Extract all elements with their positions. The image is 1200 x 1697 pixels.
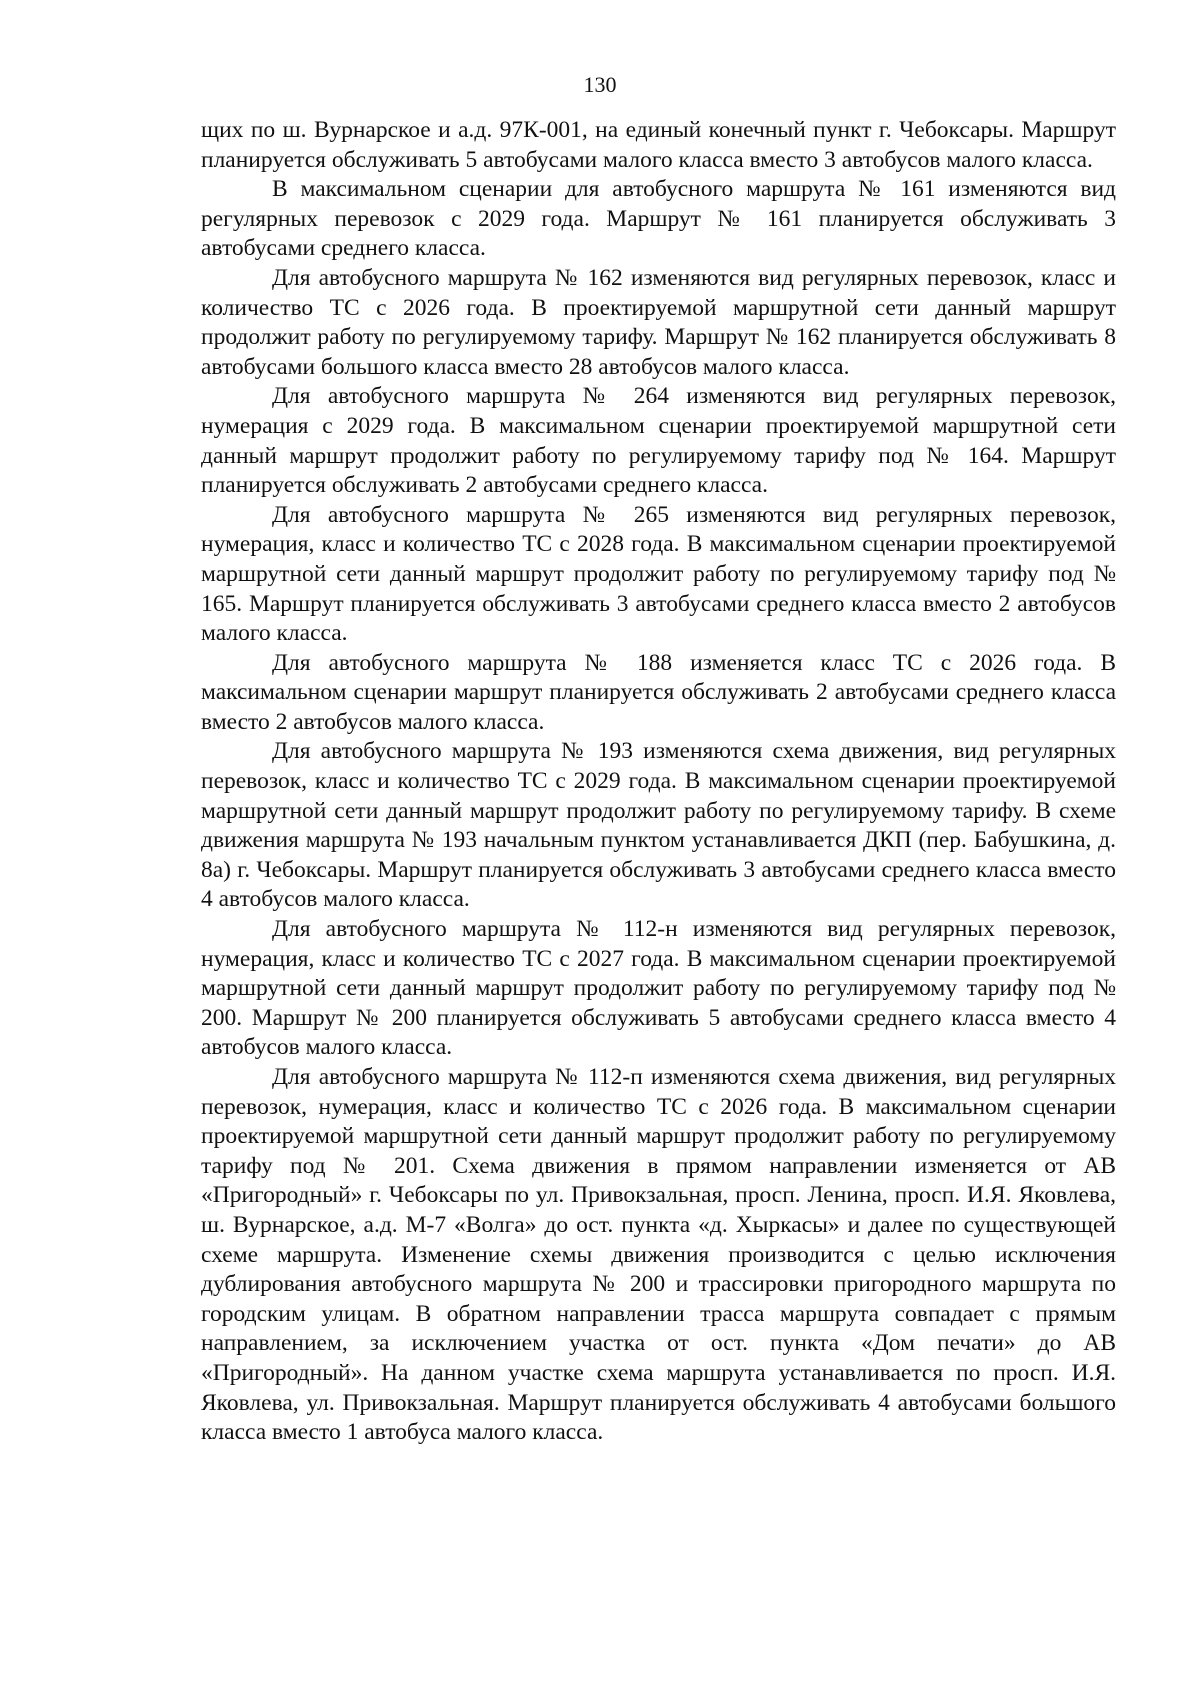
paragraph-6: Для автобусного маршрута № 188 изменяется класс ТС с 2026 года. В максимальном сценарии маршрут планируется обслуживать 2 автобусами среднего класса вместо 2 автобусов малого класса. — [201, 649, 1116, 735]
page-number: 130 — [583, 72, 617, 97]
paragraph-4: Для автобусного маршрута № 264 изменяются вид регулярных перевозок, нумерация с 2029 года. В максимальном сценарии проектируемой маршрутной сети данный маршрут продолжит работу по регулируемому тарифу под № 164. Маршрут планируется обслуживать 2 автобусами среднего класса. — [201, 383, 1116, 499]
paragraph-2: В максимальном сценарии для автобусного маршрута № 161 изменяются вид регулярных перевозок с 2029 года. Маршрут № 161 планируется обслуживать 3 автобусами среднего класса. — [201, 176, 1116, 262]
paragraph-1: щих по ш. Вурнарское и а.д. 97К-001, на единый конечный пункт г. Чебоксары. Маршрут планируется обслуживать 5 автобусами малого класса вместо 3 автобусов малого класса. — [201, 117, 1116, 173]
body-text — [201, 116, 1116, 1448]
paragraph-9: Для автобусного маршрута № 112-п изменяются схема движения, вид регулярных перевозок, нумерация, класс и количество ТС с 2026 года. В максимальном сценарии проектируемой маршрутной сети данный маршрут продолжит работу по регулируемому тарифу под № 201. Схема движения в прямом направлении изменяется от АВ «Пригородный» г. Чебоксары по ул. Привокзальная, просп. Ленина, просп. И.Я. Яковлева, ш. Вурнарское, а.д. М-7 «Волга» до ост. пункта «д. Хыркасы» и далее по существующей схеме маршрута. Изменение схемы движения производится с целью исключения дублирования автобусного маршрута № 200 и трассировки пригородного маршрута по городским улицам. В обратном направлении трасса маршрута совпадает с прямым направлением, за исключением участка от ост. пункта «Дом печати» до АВ «Пригородный». На данном участке схема маршрута устанавливается по просп. И.Я. Яковлева, ул. Привокзальная. Маршрут планируется обслуживать 4 автобусами большого класса вместо 1 автобуса малого класса. — [201, 1064, 1116, 1446]
paragraph-3: Для автобусного маршрута № 162 изменяются вид регулярных перевозок, класс и количество ТС с 2026 года. В проектируемой маршрутной сети данный маршрут продолжит работу по регулируемому тарифу. Маршрут № 162 планируется обслуживать 8 автобусами большого класса вместо 28 автобусов малого класса. — [201, 264, 1116, 380]
paragraph-7: Для автобусного маршрута № 193 изменяются схема движения, вид регулярных перевозок, класс и количество ТС с 2029 года. В максимальном сценарии проектируемой маршрутной сети данный маршрут продолжит работу по регулируемому тарифу. В схеме движения маршрута № 193 начальным пунктом устанавливается ДКП (пер. Бабушкина, д. 8а) г. Чебоксары. Маршрут планируется обслуживать 3 автобусами среднего класса вместо 4 автобусов малого класса. — [201, 738, 1116, 913]
paragraph-5: Для автобусного маршрута № 265 изменяются вид регулярных перевозок, нумерация, класс и количество ТС с 2028 года. В максимальном сценарии проектируемой маршрутной сети данный маршрут продолжит работу по регулируемому тарифу под № 165. Маршрут планируется обслуживать 3 автобусами среднего класса вместо 2 автобусов малого класса. — [201, 501, 1116, 647]
paragraph-8: Для автобусного маршрута № 112-н изменяются вид регулярных перевозок, нумерация, класс и количество ТС с 2027 года. В максимальном сценарии проектируемой маршрутной сети данный маршрут продолжит работу по регулируемому тарифу под № 200. Маршрут № 200 планируется обслуживать 5 автобусами среднего класса вместо 4 автобусов малого класса. — [201, 916, 1116, 1061]
